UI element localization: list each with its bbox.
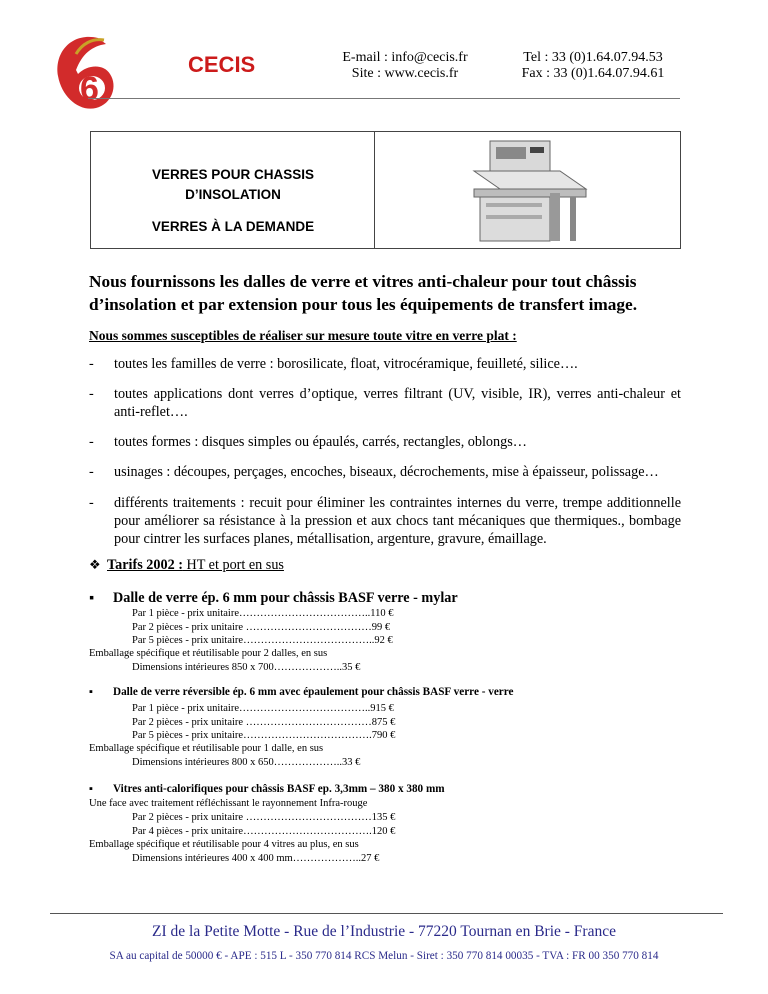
price-lines-1	[132, 607, 394, 648]
price-lines-3	[132, 811, 395, 838]
list-item	[89, 463, 681, 481]
packaging-note-2: Emballage spécifique et réutilisable pour 1 dalle, en sus	[89, 743, 324, 754]
section-title-1	[89, 590, 458, 607]
intro-paragraph: Nous fournissons les dalles de verre et vitres anti-chaleur pour tout châssis d’insolation et par extension pour tous les équipements de transfert image.	[89, 272, 638, 314]
logo-digit: 6	[80, 70, 99, 108]
tarifs-heading	[89, 557, 284, 574]
exposure-frame-machine-image	[470, 137, 590, 247]
price-lines-2	[132, 702, 395, 743]
fax-text: Fax : 33 (0)1.64.07.94.61	[521, 66, 665, 81]
treatment-note-3: Une face avec traitement réfléchissant le rayonnement Infra-rouge	[89, 798, 368, 809]
section-title-text: Dalle de verre ép. 6 mm pour châssis BASF verre - mylar	[113, 590, 458, 606]
list-item	[89, 433, 681, 451]
section-title-3	[89, 783, 445, 795]
email-text: E-mail : info@cecis.fr	[342, 50, 468, 65]
list-item-text: toutes applications dont verres d’optique, verres filtrant (UV, visible, IR), verres anti-chaleur et anti-reflet….	[114, 386, 681, 420]
list-item-text: différents traitements : recuit pour éliminer les contraintes internes du verre, trempe additionnelle pour améliorer sa résistance à la pression et aux chocs tant mécaniques que thermiques., bombage pour cintrer les surfaces planes, métallisation, argenture, gravure, émaillage.	[114, 495, 681, 547]
price-line: Par 1 pièce - prix unitaire………………………………..915 €	[132, 703, 394, 714]
price-line: Par 4 pièces - prix unitaire……………………………….120 €	[132, 825, 396, 837]
list-dash: -	[89, 386, 94, 402]
brand-name: CECIS	[188, 52, 256, 77]
square-bullet-icon: ▪	[89, 590, 95, 606]
section-title-text: Vitres anti-calorifiques pour châssis BASF ep. 3,3mm – 380 x 380 mm	[113, 783, 445, 795]
dimensions-line-3: Dimensions intérieures 400 x 400 mm………………..27 €	[132, 853, 380, 864]
price-line: Par 5 pièces - prix unitaire………………………………..92 €	[132, 635, 393, 646]
tarifs-conditions: HT et port en sus	[182, 557, 284, 573]
section-title-2	[89, 686, 513, 698]
banner-subtitle: VERRES À LA DEMANDE	[151, 219, 315, 234]
list-item-text: toutes les familles de verre : borosilicate, float, vitrocéramique, feuilleté, silice….	[114, 356, 578, 372]
dimensions-line-1: Dimensions intérieures 850 x 700………………..35 €	[132, 662, 361, 673]
list-item	[89, 355, 681, 373]
price-line: Par 5 pièces - prix unitaire……………………………….790 €	[132, 730, 396, 741]
price-line: Par 2 pièces - prix unitaire ………………………………99 €	[132, 621, 391, 633]
footer-address: ZI de la Petite Motte - Rue de l’Industrie - 77220 Tournan en Brie - France	[152, 923, 616, 940]
diamond-bullet-icon: ❖	[89, 557, 101, 572]
square-bullet-icon: ▪	[89, 783, 93, 795]
footer-divider	[50, 913, 723, 914]
list-dash: -	[89, 464, 94, 480]
packaging-note-1: Emballage spécifique et réutilisable pour 2 dalles, en sus	[89, 648, 328, 659]
price-line: Par 1 pièce - prix unitaire………………………………..110 €	[132, 608, 394, 619]
list-item	[89, 385, 681, 421]
list-dash: -	[89, 434, 94, 450]
list-dash: -	[89, 495, 94, 511]
list-item-text: usinages : découpes, perçages, encoches, biseaux, décrochements, mise à épaisseur, polissage…	[114, 464, 659, 480]
site-text: Site : www.cecis.fr	[351, 66, 459, 81]
tel-text: Tel : 33 (0)1.64.07.94.53	[523, 50, 663, 65]
price-line: Par 2 pièces - prix unitaire ………………………………135 €	[132, 812, 396, 823]
banner-title-line2: D’INSOLATION	[185, 187, 281, 202]
list-dash: -	[89, 356, 94, 372]
footer-legal: SA au capital de 50000 € - APE : 515 L - 350 770 814 RCS Melun - Siret : 350 770 814 00035 - TVA : FR 00 350 770 814	[109, 950, 659, 962]
header-divider	[88, 98, 680, 99]
price-line: Par 2 pièces - prix unitaire ………………………………875 €	[132, 716, 396, 728]
contact-phone-fax	[508, 50, 678, 82]
list-item-text: toutes formes : disques simples ou épaulés, carrés, rectangles, oblongs…	[114, 434, 527, 450]
packaging-note-3: Emballage spécifique et réutilisable pour 4 vitres au plus, en sus	[89, 839, 359, 850]
section-title-text: Dalle de verre réversible ép. 6 mm avec épaulement pour châssis BASF verre - verre	[113, 686, 514, 698]
banner-divider	[374, 131, 375, 249]
banner-title-line1: VERRES POUR CHASSIS	[151, 167, 315, 182]
square-bullet-icon: ▪	[89, 686, 93, 698]
capabilities-heading: Nous sommes susceptibles de réaliser sur mesure toute vitre en verre plat :	[89, 328, 517, 343]
dimensions-line-2: Dimensions intérieures 800 x 650………………..33 €	[132, 757, 361, 768]
contact-email-site	[310, 50, 500, 82]
cecis-logo	[52, 30, 118, 114]
banner-title	[92, 165, 374, 205]
tarifs-label: Tarifs 2002 :	[107, 557, 183, 573]
list-item	[89, 494, 681, 548]
